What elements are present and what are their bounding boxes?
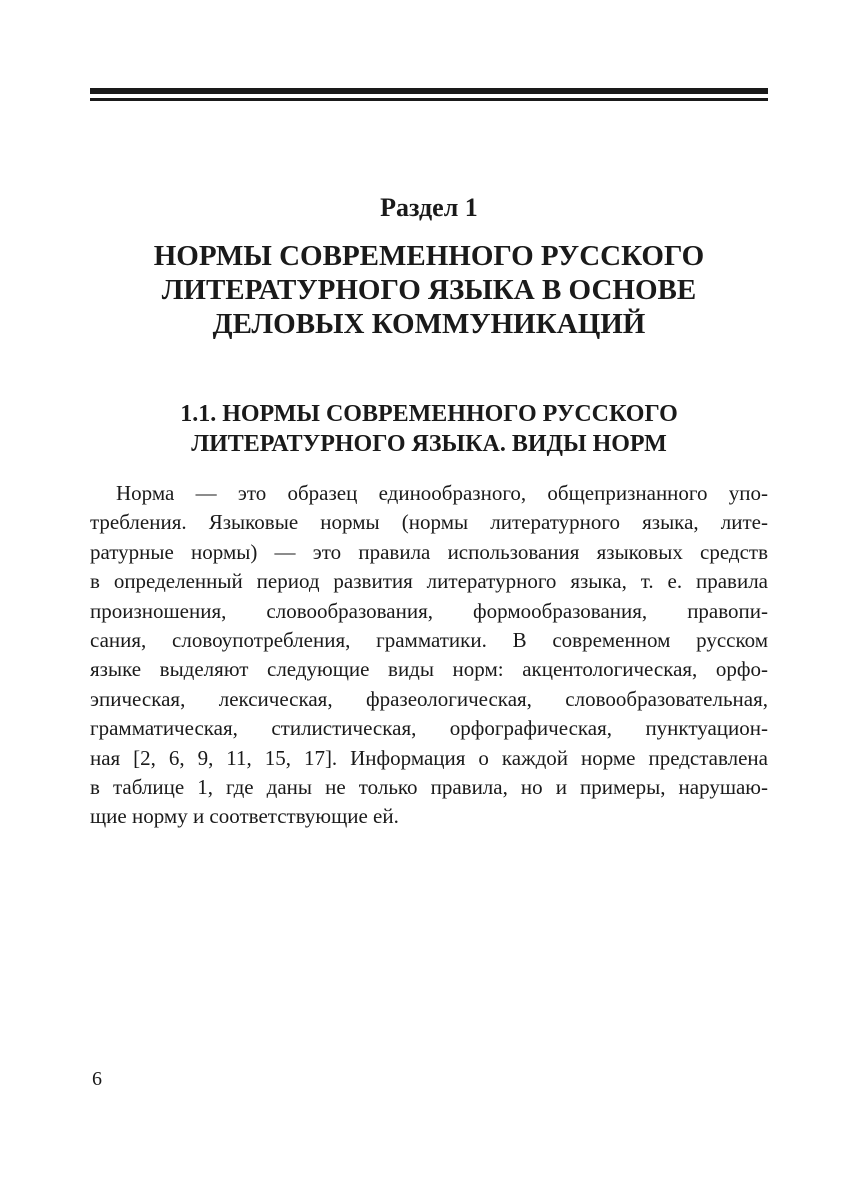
subsection-title-line: 1.1. НОРМЫ СОВРЕМЕННОГО РУССКОГО	[180, 401, 678, 427]
page-content	[90, 0, 768, 832]
chapter-title-line: ЛИТЕРАТУРНОГО ЯЗЫКА В ОСНОВЕ	[161, 274, 697, 306]
chapter-title	[90, 239, 768, 341]
double-rule-divider	[90, 88, 768, 101]
body-line: в определенный период развития литературного языка, т. е. правила	[90, 569, 768, 594]
body-line: требления. Языковые нормы (нормы литературного языка, лите-	[90, 510, 768, 535]
subsection-title	[90, 399, 768, 459]
body-line: в таблице 1, где даны не только правила, но и примеры, нарушаю-	[90, 775, 768, 800]
body-line: эпическая, лексическая, фразеологическая, словообразовательная,	[90, 686, 768, 711]
page-number: 6	[92, 1068, 102, 1090]
body-line: ная [2, 6, 9, 11, 15, 17]. Информация о каждой норме представлена	[90, 745, 768, 770]
body-line: языке выделяют следующие виды норм: акцентологическая, орфо-	[90, 657, 768, 682]
body-line: сания, словоупотребления, грамматики. В современном русском	[90, 628, 768, 653]
body-line: Норма — это образец единообразного, общепризнанного упо-	[116, 481, 768, 505]
body-line: произношения, словообразования, формообразования, правопи-	[90, 598, 768, 623]
body-line: ратурные нормы) — это правила использования языковых средств	[90, 539, 768, 564]
chapter-title-line: ДЕЛОВЫХ КОММУНИКАЦИЙ	[212, 308, 646, 340]
body-paragraph	[90, 479, 768, 832]
body-line: щие норму и соответствующие ей.	[90, 804, 399, 829]
body-line: грамматическая, стилистическая, орфографическая, пунктуацион-	[90, 716, 768, 741]
section-label: Раздел 1	[380, 193, 478, 222]
chapter-title-line: НОРМЫ СОВРЕМЕННОГО РУССКОГО	[153, 240, 705, 272]
subsection-title-line: ЛИТЕРАТУРНОГО ЯЗЫКА. ВИДЫ НОРМ	[191, 431, 667, 457]
